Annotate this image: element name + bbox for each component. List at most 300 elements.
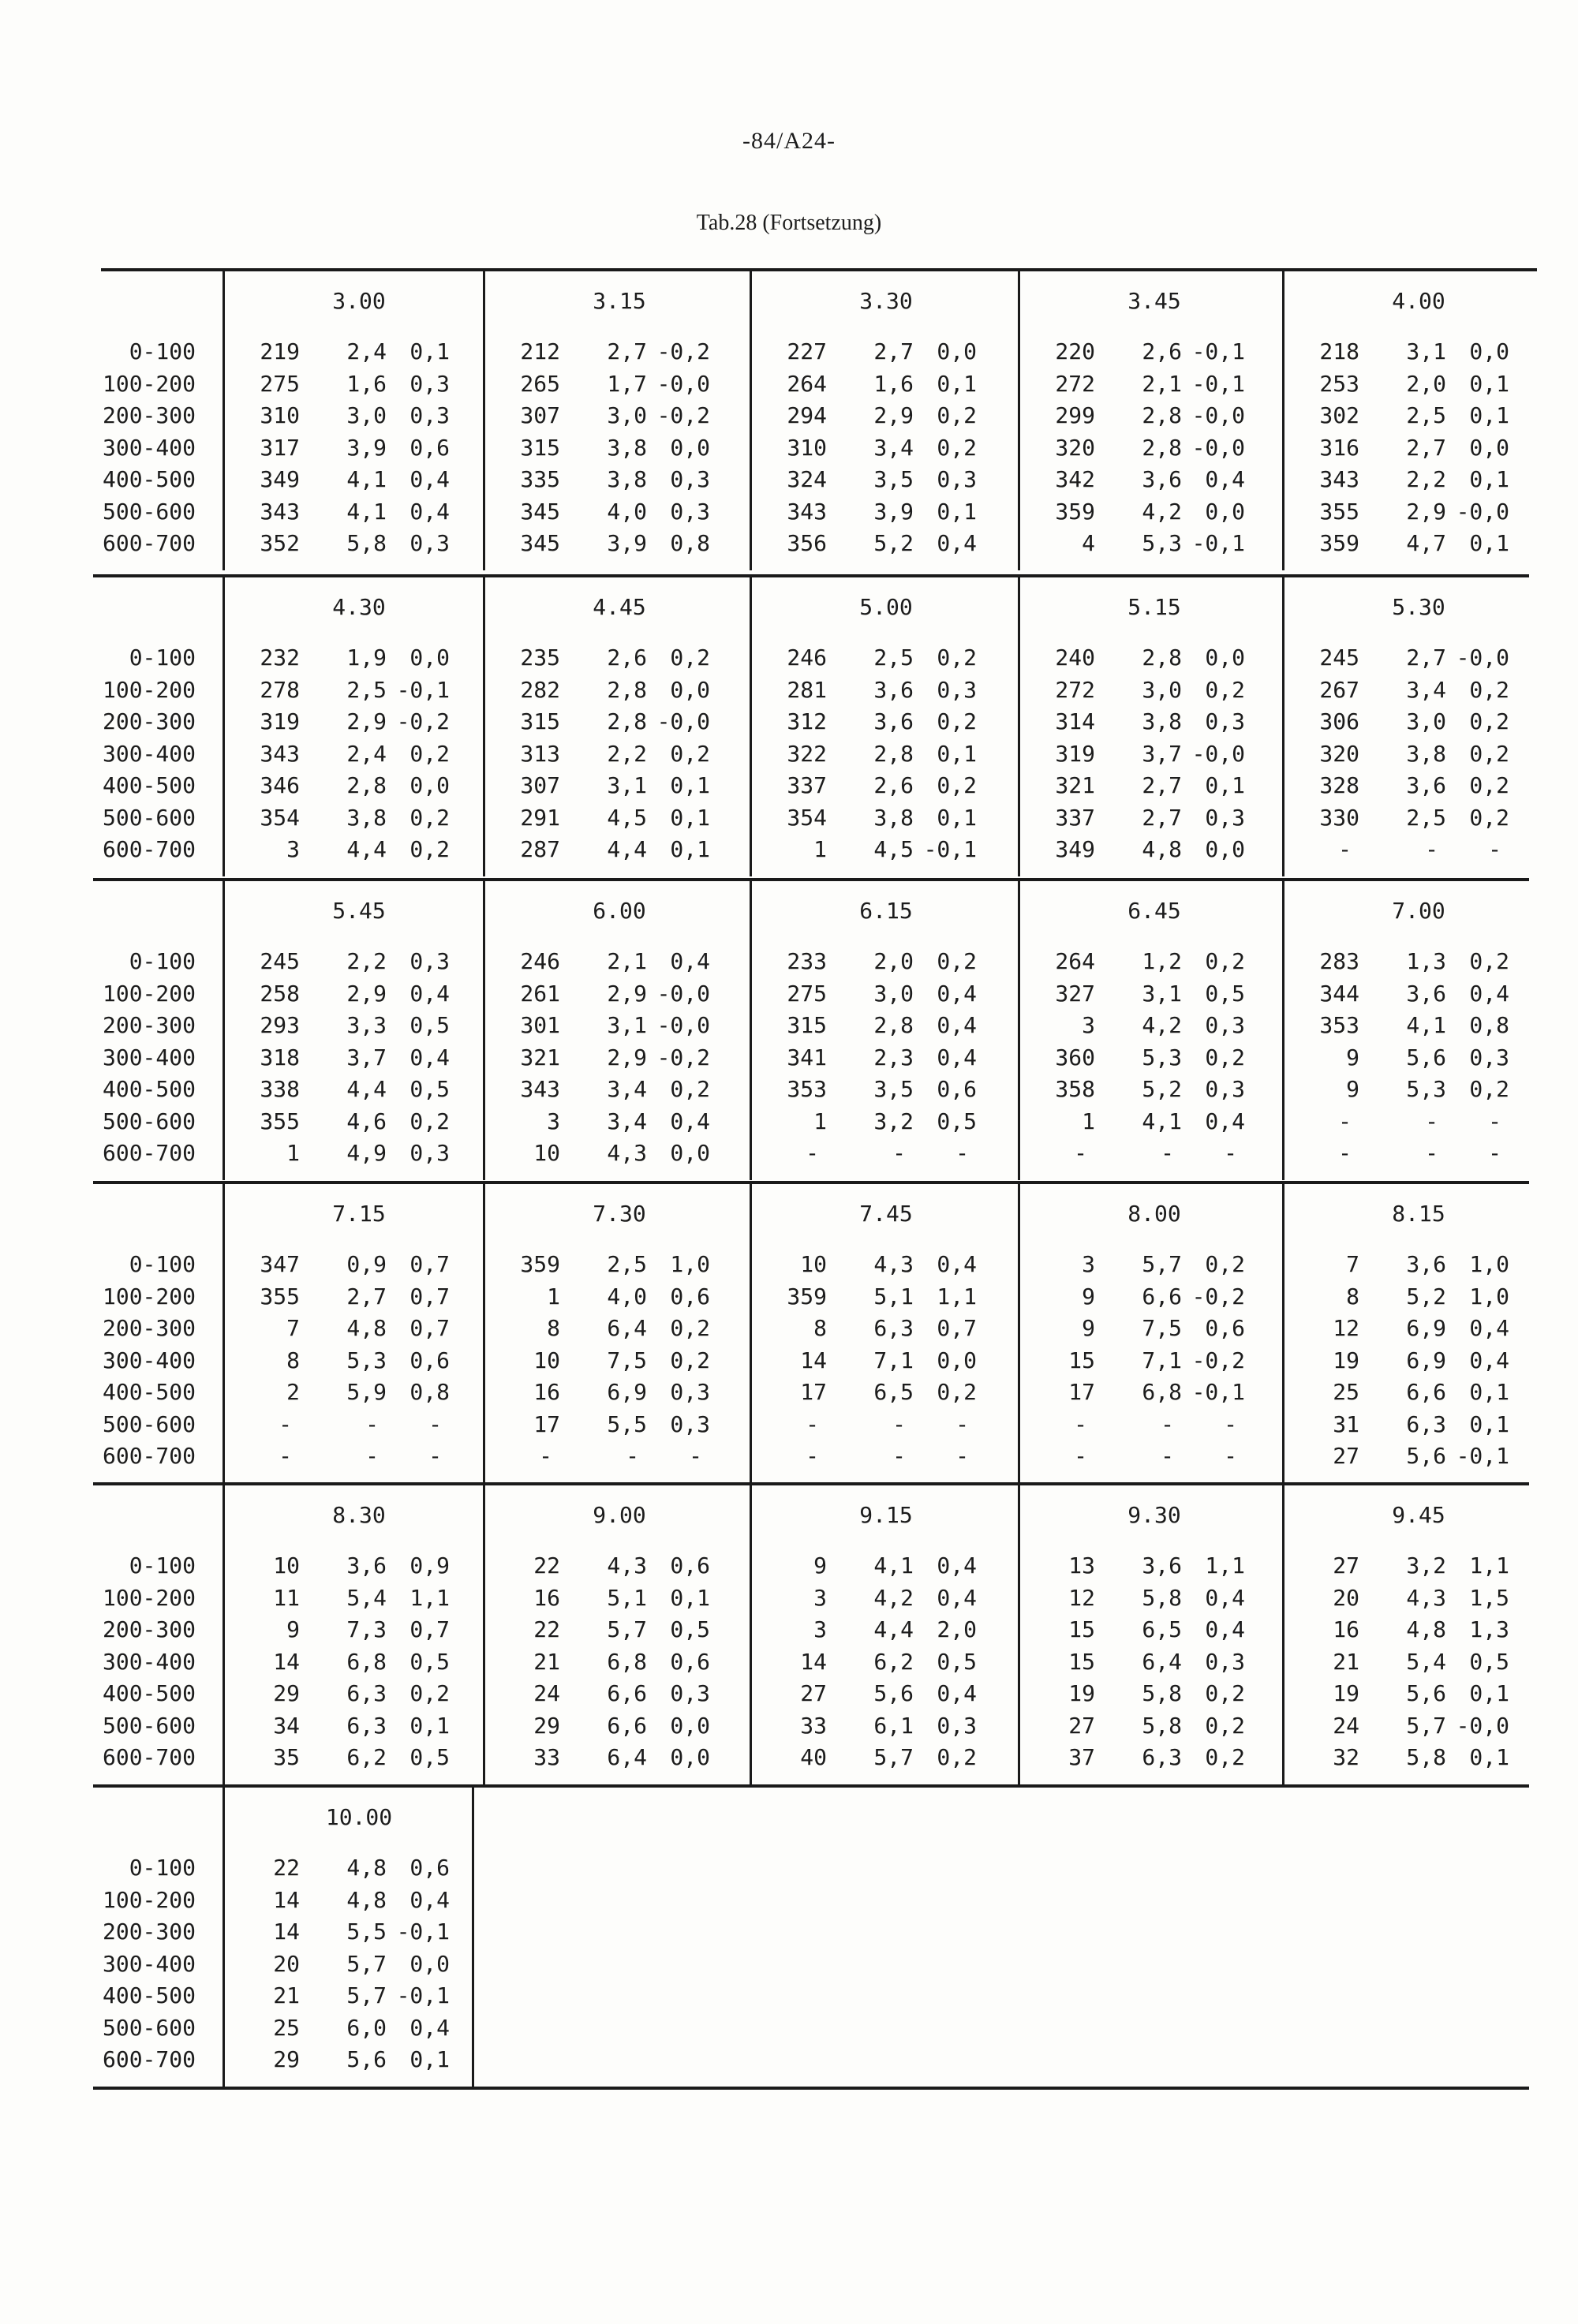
- table-cell-value: 0,4: [670, 948, 710, 974]
- table-cell-value: 1,6: [346, 370, 387, 397]
- table-cell-value: 4,5: [607, 804, 647, 831]
- table-cell-value: 21: [1333, 1648, 1359, 1675]
- table-cell-value: 219: [260, 338, 300, 364]
- table-cell-value: 5,3: [1406, 1076, 1446, 1102]
- table-cell-value: -0,1: [1191, 1379, 1245, 1405]
- table-cell-value: 11: [273, 1584, 300, 1611]
- table-cell-value: 2,7: [607, 338, 647, 364]
- table-cell-value: 0,4: [1205, 466, 1245, 492]
- table-cell-value: 9: [1082, 1315, 1095, 1341]
- table-cell-value: 5,5: [346, 1919, 387, 1945]
- table-cell-value: 0,1: [1469, 1680, 1509, 1706]
- table-cell-value: 3,6: [1406, 1251, 1446, 1277]
- table-cell-value: 4,4: [346, 836, 387, 862]
- table-cell-value: 2,2: [607, 740, 647, 767]
- table-cell-value: -: [1224, 1410, 1237, 1437]
- table-cell-value: 265: [520, 370, 560, 397]
- row-label-depth: 500-600: [102, 1108, 196, 1134]
- table-cell-value: 0,8: [409, 1379, 450, 1405]
- table-cell-value: -: [1488, 836, 1501, 862]
- table-cell-value: 6,9: [607, 1379, 647, 1405]
- table-cell-value: 0,1: [1469, 466, 1509, 492]
- table-cell-value: 1,7: [607, 370, 647, 397]
- table-cell-value: 0,5: [409, 1076, 450, 1102]
- table-cell-value: 6,8: [607, 1648, 647, 1675]
- table-cell-value: 3,6: [873, 708, 914, 734]
- table-cell-value: 227: [787, 338, 827, 364]
- table-cell-value: 1: [813, 836, 827, 862]
- table-cell-value: 3,6: [1142, 466, 1182, 492]
- table-cell-value: 314: [1055, 708, 1095, 734]
- table-cell-value: 0,2: [409, 836, 450, 862]
- table-cell-value: 8: [813, 1315, 827, 1341]
- table-cell-value: 0,1: [1469, 530, 1509, 556]
- row-label-depth: 0-100: [129, 645, 196, 671]
- table-cell-value: 4,8: [1142, 836, 1182, 862]
- table-cell-value: 17: [1068, 1379, 1095, 1405]
- table-cell-value: 0,3: [670, 466, 710, 492]
- table-cell-value: 355: [260, 1283, 300, 1310]
- table-cell-value: 240: [1055, 645, 1095, 671]
- table-cell-value: 2,9: [346, 980, 387, 1007]
- table-cell-value: 360: [1055, 1044, 1095, 1070]
- table-cell-value: 0,3: [409, 530, 450, 556]
- row-label-depth: 600-700: [102, 1744, 196, 1770]
- table-cell-value: -: [626, 1443, 639, 1469]
- table-cell-value: 0,1: [1469, 1410, 1509, 1437]
- table-cell-value: 27: [1333, 1443, 1359, 1469]
- table-cell-value: 258: [260, 980, 300, 1007]
- group-header-time: 3.45: [1127, 288, 1181, 314]
- table-cell-value: 3,4: [1406, 676, 1446, 703]
- table-cell-value: 31: [1333, 1410, 1359, 1437]
- table-cell-value: 0,3: [1469, 1044, 1509, 1070]
- table-cell-value: 15: [1068, 1616, 1095, 1642]
- table-cell-value: 12: [1068, 1584, 1095, 1611]
- table-cell-value: 3,1: [607, 1012, 647, 1038]
- table-cell-value: -: [806, 1140, 819, 1166]
- table-cell-value: 0,4: [409, 1044, 450, 1070]
- table-cell-value: 0,2: [409, 804, 450, 831]
- table-cell-value: 0,1: [670, 772, 710, 798]
- table-cell-value: 321: [520, 1044, 560, 1070]
- table-cell-value: 0,2: [1469, 1076, 1509, 1102]
- table-cell-value: 3,6: [1142, 1552, 1182, 1579]
- table-cell-value: 6,1: [873, 1712, 914, 1739]
- table-cell-value: 7,5: [607, 1347, 647, 1373]
- table-cell-value: 25: [273, 2014, 300, 2041]
- table-cell-value: 316: [1319, 434, 1359, 461]
- table-cell-value: 4,8: [346, 1315, 387, 1341]
- table-cell-value: 6,8: [346, 1648, 387, 1675]
- group-header-time: 8.15: [1392, 1201, 1445, 1227]
- block-top-rule: [93, 878, 1529, 881]
- table-cell-value: 5,8: [346, 530, 387, 556]
- row-label-depth: 500-600: [102, 2014, 196, 2041]
- table-cell-value: 232: [260, 645, 300, 671]
- table-cell-value: 317: [260, 434, 300, 461]
- table-cell-value: 6,3: [873, 1315, 914, 1341]
- table-cell-value: 5,6: [1406, 1044, 1446, 1070]
- table-cell-value: 2,6: [873, 772, 914, 798]
- table-cell-value: -: [1338, 1108, 1352, 1134]
- table-cell-value: 5,7: [873, 1744, 914, 1770]
- table-cell-value: -0,0: [656, 980, 710, 1007]
- table-cell-value: 5,3: [346, 1347, 387, 1373]
- table-cell-value: 352: [260, 530, 300, 556]
- table-cell-value: 0,6: [1205, 1315, 1245, 1341]
- table-cell-value: 2,8: [873, 740, 914, 767]
- group-header-time: 8.00: [1127, 1201, 1181, 1227]
- table-cell-value: 0,0: [670, 1744, 710, 1770]
- table-cell-value: 0,2: [1205, 1251, 1245, 1277]
- table-cell-value: 3,8: [607, 434, 647, 461]
- row-label-depth: 400-500: [102, 772, 196, 798]
- table-cell-value: 0,2: [1469, 804, 1509, 831]
- table-cell-value: 4,2: [1142, 1012, 1182, 1038]
- table-cell-value: -0,1: [1191, 370, 1245, 397]
- table-cell-value: 7: [286, 1315, 300, 1341]
- table-cell-value: 27: [1333, 1552, 1359, 1579]
- table-cell-value: 5,2: [1406, 1283, 1446, 1310]
- table-cell-value: 6,0: [346, 2014, 387, 2041]
- table-cell-value: 25: [1333, 1379, 1359, 1405]
- table-cell-value: 0,1: [409, 1712, 450, 1739]
- table-cell-value: 343: [1319, 466, 1359, 492]
- table-cell-value: 3,1: [607, 772, 647, 798]
- table-cell-value: 3: [286, 836, 300, 862]
- table-cell-value: 0,5: [937, 1108, 977, 1134]
- table-cell-value: 3,8: [1142, 708, 1182, 734]
- table-cell-value: -: [1338, 1140, 1352, 1166]
- table-cell-value: 343: [787, 498, 827, 525]
- table-cell-value: 5,8: [1142, 1712, 1182, 1739]
- group-header-time: 7.15: [332, 1201, 386, 1227]
- table-cell-value: 0,1: [937, 740, 977, 767]
- table-cell-value: 3,5: [873, 466, 914, 492]
- table-cell-value: -0,0: [656, 708, 710, 734]
- table-cell-value: -: [892, 1443, 906, 1469]
- table-cell-value: 359: [520, 1251, 560, 1277]
- table-cell-value: 0,2: [1205, 948, 1245, 974]
- table-cell-value: 1,1: [1469, 1552, 1509, 1579]
- table-cell-value: 299: [1055, 402, 1095, 428]
- table-cell-value: 3,5: [873, 1076, 914, 1102]
- table-cell-value: 0,2: [670, 645, 710, 671]
- table-cell-value: 0,1: [409, 338, 450, 364]
- table-cell-value: 6,6: [607, 1680, 647, 1706]
- table-cell-value: 261: [520, 980, 560, 1007]
- table-cell-value: 4,9: [346, 1140, 387, 1166]
- table-cell-value: -: [1425, 1108, 1438, 1134]
- table-cell-value: 315: [520, 434, 560, 461]
- table-cell-value: 24: [1333, 1712, 1359, 1739]
- table-cell-value: 2,8: [346, 772, 387, 798]
- table-cell-value: 343: [260, 498, 300, 525]
- table-cell-value: 3,3: [346, 1012, 387, 1038]
- table-cell-value: -0,1: [396, 676, 450, 703]
- table-cell-value: -0,0: [1191, 740, 1245, 767]
- table-cell-value: 3,6: [1406, 980, 1446, 1007]
- table-cell-value: 0,0: [670, 434, 710, 461]
- table-cell-value: 3: [813, 1616, 827, 1642]
- table-cell-value: 6,3: [1142, 1744, 1182, 1770]
- table-cell-value: 245: [260, 948, 300, 974]
- table-cell-value: 322: [787, 740, 827, 767]
- table-cell-value: 3,0: [1406, 708, 1446, 734]
- table-cell-value: 2,4: [346, 740, 387, 767]
- table-cell-value: 355: [260, 1108, 300, 1134]
- table-cell-value: 0,2: [409, 1680, 450, 1706]
- table-cell-value: 2,5: [346, 676, 387, 703]
- table-cell-value: 2,5: [1406, 402, 1446, 428]
- table-cell-value: 2,8: [607, 708, 647, 734]
- table-cell-value: 1,0: [1469, 1283, 1509, 1310]
- table-cell-value: -: [1224, 1443, 1237, 1469]
- table-cell-value: -: [1224, 1140, 1237, 1166]
- table-cell-value: 4,7: [1406, 530, 1446, 556]
- table-cell-value: 327: [1055, 980, 1095, 1007]
- table-cell-value: 4,1: [1406, 1012, 1446, 1038]
- table-cell-value: 2,9: [607, 1044, 647, 1070]
- block-top-rule: [93, 1181, 1529, 1184]
- table-cell-value: 7,3: [346, 1616, 387, 1642]
- table-cell-value: -: [1074, 1140, 1087, 1166]
- table-cell-value: 0,0: [1205, 498, 1245, 525]
- table-cell-value: -0,0: [656, 1012, 710, 1038]
- table-cell-value: 320: [1055, 434, 1095, 461]
- row-label-depth: 200-300: [102, 708, 196, 734]
- table-cell-value: 3: [813, 1584, 827, 1611]
- table-cell-value: 0,6: [937, 1076, 977, 1102]
- row-label-depth: 200-300: [102, 1919, 196, 1945]
- table-cell-value: 9: [286, 1616, 300, 1642]
- table-cell-value: 29: [273, 1680, 300, 1706]
- table-cell-value: 5,3: [1142, 530, 1182, 556]
- table-cell-value: -0,0: [1191, 434, 1245, 461]
- table-cell-value: -0,2: [1191, 1283, 1245, 1310]
- table-cell-value: 2,8: [1142, 645, 1182, 671]
- table-cell-value: 324: [787, 466, 827, 492]
- table-cell-value: 0,0: [1469, 338, 1509, 364]
- table-cell-value: -: [955, 1140, 969, 1166]
- table-cell-value: 3: [547, 1108, 560, 1134]
- table-cell-value: 345: [520, 530, 560, 556]
- table-cell-value: 10: [273, 1552, 300, 1579]
- table-cell-value: 4,0: [607, 1283, 647, 1310]
- table-cell-value: 24: [533, 1680, 560, 1706]
- table-cell-value: 1,1: [937, 1283, 977, 1310]
- table-cell-value: 6,4: [607, 1315, 647, 1341]
- table-cell-value: 346: [260, 772, 300, 798]
- block-top-rule: [93, 1784, 1529, 1788]
- table-cell-value: 313: [520, 740, 560, 767]
- table-cell-value: -0,0: [1191, 402, 1245, 428]
- table-cell-value: 1,3: [1406, 948, 1446, 974]
- group-header-time: 9.15: [859, 1502, 913, 1528]
- table-cell-value: 4,1: [873, 1552, 914, 1579]
- page-number-title: -84/A24-: [742, 128, 836, 154]
- table-cell-value: 2,0: [873, 948, 914, 974]
- table-cell-value: 4,6: [346, 1108, 387, 1134]
- row-label-depth: 100-200: [102, 1584, 196, 1611]
- table-cell-value: -: [428, 1443, 442, 1469]
- table-cell-value: -0,0: [656, 370, 710, 397]
- table-cell-value: 3,0: [346, 402, 387, 428]
- table-cell-value: 0,2: [937, 708, 977, 734]
- table-cell-value: 6,9: [1406, 1315, 1446, 1341]
- table-cell-value: 0,2: [937, 772, 977, 798]
- table-cell-value: 0,4: [1469, 980, 1509, 1007]
- table-cell-value: 3,6: [873, 676, 914, 703]
- table-cell-value: -: [1161, 1410, 1174, 1437]
- table-cell-value: 319: [1055, 740, 1095, 767]
- row-label-depth: 400-500: [102, 466, 196, 492]
- table-cell-value: 282: [520, 676, 560, 703]
- table-cell-value: 40: [800, 1744, 827, 1770]
- table-cell-value: 306: [1319, 708, 1359, 734]
- table-cell-value: 4,3: [873, 1251, 914, 1277]
- table-cell-value: 0,0: [409, 772, 450, 798]
- table-cell-value: 218: [1319, 338, 1359, 364]
- group-header-time: 8.30: [332, 1502, 386, 1528]
- table-cell-value: -: [1161, 1443, 1174, 1469]
- table-cell-value: 291: [520, 804, 560, 831]
- group-header-time: 5.00: [859, 594, 913, 620]
- table-cell-value: 33: [800, 1712, 827, 1739]
- table-cell-value: 14: [273, 1648, 300, 1675]
- table-cell-value: 3,4: [873, 434, 914, 461]
- group-header-time: 4.00: [1392, 288, 1445, 314]
- table-cell-value: 2,5: [1406, 804, 1446, 831]
- table-cell-value: 307: [520, 402, 560, 428]
- table-cell-value: 0,4: [409, 466, 450, 492]
- table-cell-value: 320: [1319, 740, 1359, 767]
- table-cell-value: 318: [260, 1044, 300, 1070]
- table-cell-value: 8: [547, 1315, 560, 1341]
- table-cell-value: 0,2: [409, 1108, 450, 1134]
- group-header-time: 5.15: [1127, 594, 1181, 620]
- table-cell-value: -: [1161, 1140, 1174, 1166]
- table-cell-value: 2,6: [1142, 338, 1182, 364]
- table-cell-value: 220: [1055, 338, 1095, 364]
- table-cell-value: 2,7: [873, 338, 914, 364]
- table-cell-value: 3,4: [607, 1108, 647, 1134]
- row-label-depth: 0-100: [129, 948, 196, 974]
- table-cell-value: 307: [520, 772, 560, 798]
- table-cell-value: 0,2: [937, 1379, 977, 1405]
- table-cell-value: 0,3: [1205, 1012, 1245, 1038]
- table-cell-value: 4,2: [1142, 498, 1182, 525]
- table-cell-value: 0,3: [409, 402, 450, 428]
- table-cell-value: 0,0: [937, 338, 977, 364]
- table-cell-value: 0,5: [937, 1648, 977, 1675]
- group-header-time: 6.15: [859, 898, 913, 924]
- table-cell-value: 0,3: [937, 466, 977, 492]
- table-cell-value: 2,9: [873, 402, 914, 428]
- table-cell-value: 0,2: [1469, 740, 1509, 767]
- table-cell-value: 0,1: [670, 1584, 710, 1611]
- group-header-time: 7.45: [859, 1201, 913, 1227]
- table-cell-value: -0,0: [1456, 645, 1509, 671]
- table-cell-value: 264: [787, 370, 827, 397]
- table-cell-value: 0,3: [670, 1379, 710, 1405]
- table-cell-value: 3,2: [1406, 1552, 1446, 1579]
- table-cell-value: 2,8: [873, 1012, 914, 1038]
- table-cell-value: 0,4: [937, 1552, 977, 1579]
- table-cell-value: 9: [813, 1552, 827, 1579]
- table-cell-value: 330: [1319, 804, 1359, 831]
- table-cell-value: -: [955, 1443, 969, 1469]
- table-cell-value: 2,0: [937, 1616, 977, 1642]
- row-label-depth: 100-200: [102, 980, 196, 1007]
- table-cell-value: 5,6: [1406, 1443, 1446, 1469]
- table-cell-value: 6,4: [607, 1744, 647, 1770]
- table-cell-value: 310: [787, 434, 827, 461]
- table-cell-value: -0,2: [1191, 1347, 1245, 1373]
- table-bottom-rule: [93, 2087, 1529, 2090]
- table-cell-value: 328: [1319, 772, 1359, 798]
- table-cell-value: 3,7: [346, 1044, 387, 1070]
- table-cell-value: 0,0: [1205, 645, 1245, 671]
- table-cell-value: 312: [787, 708, 827, 734]
- table-cell-value: 0,3: [1205, 708, 1245, 734]
- table-cell-value: 21: [533, 1648, 560, 1675]
- table-cell-value: 0,0: [937, 1347, 977, 1373]
- table-caption: Tab.28 (Fortsetzung): [696, 211, 882, 235]
- table-cell-value: -0,1: [396, 1982, 450, 2008]
- table-cell-value: 2,2: [1406, 466, 1446, 492]
- table-cell-value: 358: [1055, 1076, 1095, 1102]
- table-cell-value: 347: [260, 1251, 300, 1277]
- group-header-time: 4.45: [593, 594, 646, 620]
- table-cell-value: 17: [800, 1379, 827, 1405]
- table-cell-value: 0,1: [937, 370, 977, 397]
- table-cell-value: 13: [1068, 1552, 1095, 1579]
- table-cell-value: 0,4: [937, 1044, 977, 1070]
- table-cell-value: 0,2: [670, 740, 710, 767]
- row-label-depth: 0-100: [129, 1251, 196, 1277]
- table-cell-value: 0,4: [937, 1680, 977, 1706]
- group-header-time: 7.00: [1392, 898, 1445, 924]
- table-cell-value: 253: [1319, 370, 1359, 397]
- table-cell-value: 0,4: [937, 530, 977, 556]
- table-cell-value: 0,2: [1205, 1712, 1245, 1739]
- table-cell-value: 278: [260, 676, 300, 703]
- table-cell-value: 246: [787, 645, 827, 671]
- table-cell-value: 0,5: [1469, 1648, 1509, 1675]
- table-cell-value: 0,9: [346, 1251, 387, 1277]
- table-cell-value: 0,3: [409, 948, 450, 974]
- row-label-depth: 100-200: [102, 1886, 196, 1913]
- table-cell-value: 0,2: [670, 1315, 710, 1341]
- row-label-depth: 300-400: [102, 1044, 196, 1070]
- table-cell-value: 0,4: [409, 1886, 450, 1913]
- table-cell-value: 0,9: [409, 1552, 450, 1579]
- table-cell-value: 22: [533, 1552, 560, 1579]
- row-label-depth: 200-300: [102, 1012, 196, 1038]
- table-cell-value: 14: [273, 1919, 300, 1945]
- table-cell-value: -: [1425, 1140, 1438, 1166]
- table-cell-value: 15: [1068, 1347, 1095, 1373]
- table-cell-value: 0,3: [409, 370, 450, 397]
- table-cell-value: 0,6: [409, 1855, 450, 1881]
- row-label-depth: 100-200: [102, 676, 196, 703]
- table-cell-value: 34: [273, 1712, 300, 1739]
- table-cell-value: 3,8: [607, 466, 647, 492]
- table-cell-value: -0,1: [1191, 338, 1245, 364]
- table-cell-value: 0,1: [1469, 402, 1509, 428]
